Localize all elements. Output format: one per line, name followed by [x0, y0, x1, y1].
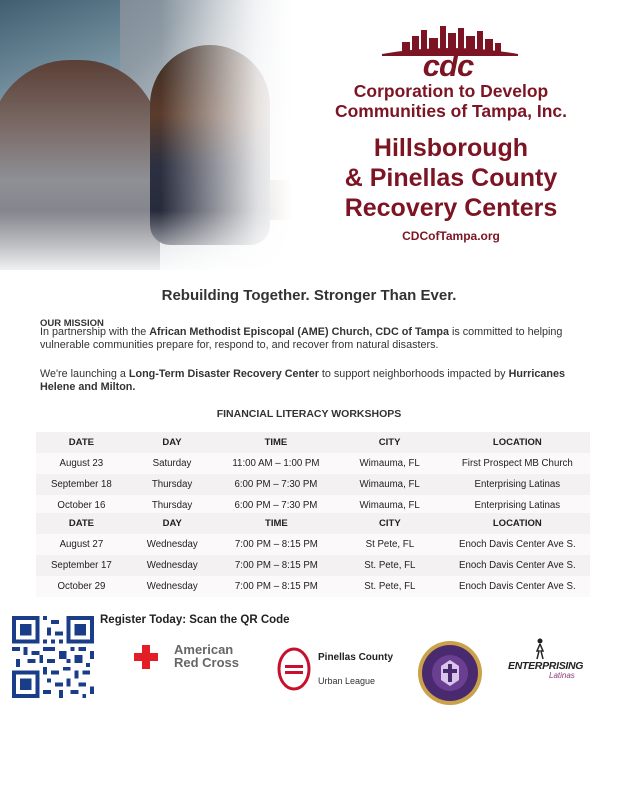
col-time: TIME — [218, 513, 335, 534]
workshops-heading: FINANCIAL LITERACY WORKSHOPS — [216, 408, 402, 420]
urban-league-line2: Urban League — [318, 676, 376, 686]
col-time: TIME — [217, 432, 334, 453]
col-location: LOCATION — [445, 432, 590, 453]
table-row — [36, 453, 590, 474]
cell-date: August 27 — [36, 534, 127, 555]
cell-location: Enoch Davis Center Ave S. — [445, 555, 590, 576]
cell-city: Wimauma, FL — [335, 453, 445, 474]
website-link[interactable]: CDCofTampa.org — [402, 229, 500, 243]
enterprising-figure-icon — [533, 638, 547, 660]
table-header-row — [36, 513, 590, 534]
col-city: CITY — [335, 513, 445, 534]
launch-paragraph: We're launching a Long-Term Disaster Recovery Center to support neighborhoods impacted by Hurricanes Helene and Milton. — [40, 368, 565, 393]
urban-league-equal-icon — [276, 646, 312, 692]
col-day: DAY — [127, 432, 218, 453]
urban-league-line1: Pinellas County — [318, 652, 394, 663]
cell-location: Enterprising Latinas — [445, 474, 590, 495]
col-city: CITY — [335, 432, 445, 453]
cell-location: Enoch Davis Center Ave S. — [445, 576, 590, 597]
cell-city: St Pete, FL — [335, 534, 445, 555]
cell-location: First Prospect MB Church — [445, 453, 590, 474]
schedule-table-pinellas — [36, 513, 590, 597]
cell-day: Saturday — [127, 453, 218, 474]
cell-time: 11:00 AM – 1:00 PM — [217, 453, 334, 474]
title-line3: Recovery Centers — [344, 194, 558, 222]
red-cross-line2: Red Cross — [174, 655, 240, 670]
cell-day: Wednesday — [127, 555, 218, 576]
cell-date: October 16 — [36, 495, 127, 516]
cell-city: Wimauma, FL — [335, 474, 445, 495]
table-row — [36, 534, 590, 555]
cell-city: Wimauma, FL — [335, 495, 445, 516]
cell-city: St. Pete, FL — [335, 576, 445, 597]
org-name-line2: Communities of Tampa, Inc. — [334, 101, 568, 121]
cell-day: Thursday — [127, 474, 218, 495]
cell-time: 6:00 PM – 7:30 PM — [217, 474, 334, 495]
cdc-logo-wordmark: cdc — [422, 48, 474, 83]
cell-time: 7:00 PM – 8:15 PM — [218, 534, 335, 555]
cell-time: 6:00 PM – 7:30 PM — [217, 495, 334, 516]
mission-paragraph: In partnership with the African Methodist Episcopal (AME) Church, CDC of Tampa is committed to helping vulnerable communities prepare for, respond to, and recover from natural disasters. — [40, 326, 563, 351]
register-label: Register Today: Scan the QR Code — [100, 614, 290, 626]
cell-city: St. Pete, FL — [335, 555, 445, 576]
cell-day: Wednesday — [127, 534, 218, 555]
cell-day: Wednesday — [127, 576, 218, 597]
cell-location: Enoch Davis Center Ave S. — [445, 534, 590, 555]
col-day: DAY — [127, 513, 218, 534]
schedule-table-hillsborough — [36, 432, 590, 516]
tagline: Rebuilding Together. Stronger Than Ever. — [161, 287, 457, 304]
table-row — [36, 576, 590, 597]
table-row — [36, 474, 590, 495]
cell-time: 7:00 PM – 8:15 PM — [218, 555, 335, 576]
red-cross-line1: American — [174, 642, 234, 657]
title-line1: Hillsborough — [373, 134, 529, 162]
mission-heading: OUR MISSION — [40, 318, 104, 329]
cell-location: Enterprising Latinas — [445, 495, 590, 516]
table-header-row — [36, 432, 590, 453]
title-line2: & Pinellas County — [344, 164, 558, 192]
col-location: LOCATION — [445, 513, 590, 534]
enterprising-latinas-sub: Latinas — [549, 671, 575, 680]
enterprising-latinas-logo: ENTERPRISING — [508, 660, 584, 672]
qr-code-icon[interactable] — [12, 616, 94, 698]
cell-time: 7:00 PM – 8:15 PM — [218, 576, 335, 597]
cell-date: September 18 — [36, 474, 127, 495]
red-cross-icon — [134, 645, 158, 669]
table-row — [36, 555, 590, 576]
red-cross-logo — [174, 643, 239, 669]
col-date: DATE — [36, 513, 127, 534]
cell-date: August 23 — [36, 453, 127, 474]
col-date: DATE — [36, 432, 127, 453]
org-name-line1: Corporation to Develop — [353, 81, 549, 101]
cell-day: Thursday — [127, 495, 218, 516]
hero-photo — [0, 0, 292, 270]
cell-date: October 29 — [36, 576, 127, 597]
cell-date: September 17 — [36, 555, 127, 576]
ame-church-seal-icon — [417, 640, 483, 706]
